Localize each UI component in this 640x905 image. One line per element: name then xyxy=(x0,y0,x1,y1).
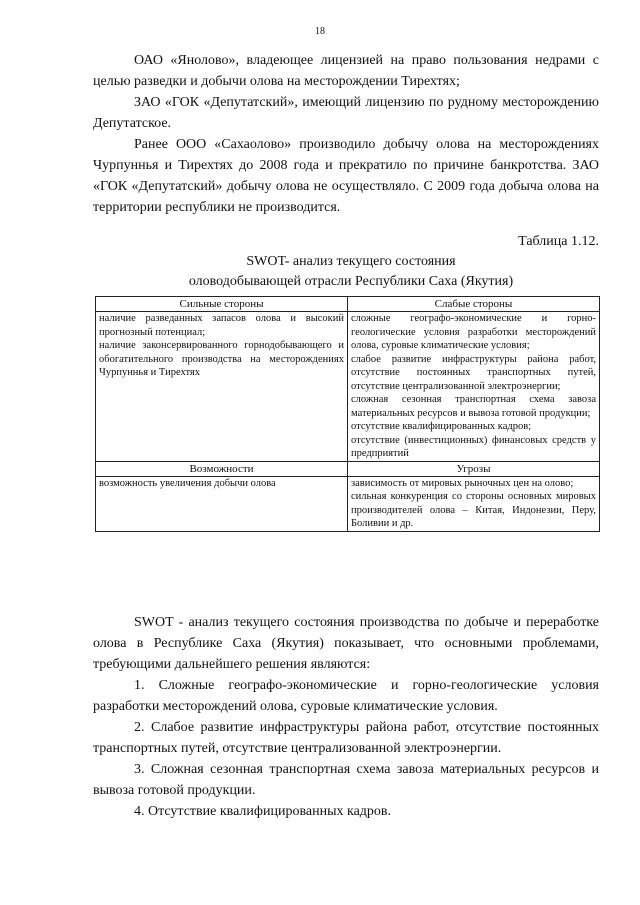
opportunity-item: возможность увеличения добычи олова xyxy=(99,477,276,489)
table-label: Таблица 1.12. xyxy=(518,234,599,249)
problem-item: 3. Сложная сезонная транспортная схема завоза материальных ресурсов и вывоза готовой продукции. xyxy=(93,762,599,798)
weakness-item: сложные географо-экономические и горно-геологические условия разработки месторождений олова, суровые климатические условия; xyxy=(351,313,596,351)
weaknesses-cell xyxy=(348,312,600,462)
strengths-header: Сильные стороны xyxy=(96,297,348,312)
paragraph: Ранее ООО «Сахаолово» производило добычу олова на месторождениях Чурпуннья и Тирехтях до 2008 года и прекратило по причине банкротства. ЗАО «ГОК «Депутатский» добычу олова не осуществляло. С 2009 года добыча олова на территории республики не производится. xyxy=(93,137,599,215)
table-title-line-2: оловодобывающей отрасли Республики Саха (Якутия) xyxy=(188,274,514,289)
weaknesses-header: Слабые стороны xyxy=(348,297,600,312)
paragraph: SWOT - анализ текущего состояния производства по добыче и переработке олова в Республике Саха (Якутия) показывает, что основными проблемами, требующими дальнейшего решения являются: xyxy=(93,615,599,672)
weakness-item: сложная сезонная транспортная схема завоза материальных ресурсов и вывоза готовой продукции; xyxy=(351,394,596,419)
opportunities-header: Возможности xyxy=(96,461,348,476)
swot-table xyxy=(95,296,600,532)
table-title-line-1: SWOT- анализ текущего состояния xyxy=(246,254,456,269)
weakness-item: отсутствие (инвестиционных) финансовых средств у предприятий xyxy=(351,434,596,459)
threats-header: Угрозы xyxy=(348,461,600,476)
weakness-item: отсутствие квалифицированных кадров; xyxy=(351,421,532,432)
opportunities-cell xyxy=(96,476,348,531)
threats-cell xyxy=(348,476,600,531)
problem-item: 4. Отсутствие квалифицированных кадров. xyxy=(134,804,392,819)
paragraph: ЗАО «ГОК «Депутатский», имеющий лицензию по рудному месторождению Депутатское. xyxy=(93,95,599,131)
strength-item: наличие разведанных запасов олова и высокий прогнозный потенциал; xyxy=(99,313,344,338)
threat-item: зависимость от мировых рыночных цен на олово; xyxy=(351,477,574,489)
strength-item: наличие законсервированного горнодобывающего и обогатительного производства на месторождениях Чурпуннья и Тирехтях xyxy=(99,340,344,378)
weakness-item: слабое развитие инфраструктуры района работ, отсутствие постоянных транспортных путей, отсутствие централизованной электроэнергии; xyxy=(351,353,596,392)
problem-item: 2. Слабое развитие инфраструктуры района работ, отсутствие постоянных транспортных путей, отсутствие централизованной электроэнергии. xyxy=(93,720,599,756)
table-caption xyxy=(93,232,599,292)
conclusion-text xyxy=(93,612,599,822)
problem-item: 1. Сложные географо-экономические и горно-геологические условия разработки месторождений олова, суровые климатические условия. xyxy=(93,678,599,714)
threat-item: сильная конкуренция со стороны основных мировых производителей олова – Китая, Индонезии, Перу, Боливии и др. xyxy=(351,491,596,529)
intro-text xyxy=(93,50,599,218)
strengths-cell xyxy=(96,312,348,462)
page-number: 18 xyxy=(315,26,325,37)
paragraph: ОАО «Янолово», владеющее лицензией на право пользования недрами с целью разведки и добычи олова на месторождении Тирехтях; xyxy=(93,53,599,89)
